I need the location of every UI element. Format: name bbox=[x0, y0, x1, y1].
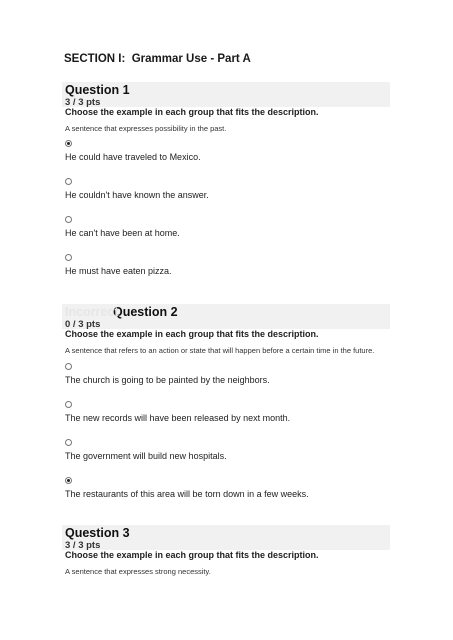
question-header bbox=[62, 525, 390, 550]
question-points: 3 / 3 pts bbox=[65, 97, 101, 108]
question-description: A sentence that expresses possibility in the past. bbox=[65, 124, 227, 133]
question-title: Question 1 bbox=[65, 83, 130, 97]
question-points: 3 / 3 pts bbox=[65, 540, 101, 551]
answer-option-text: He couldn't have known the answer. bbox=[65, 190, 209, 200]
answer-option[interactable] bbox=[62, 477, 309, 500]
question-description: A sentence that refers to an action or state that will happen before a certain time in the future. bbox=[65, 346, 375, 355]
radio-selected-icon[interactable] bbox=[65, 477, 72, 484]
radio-icon[interactable] bbox=[65, 178, 72, 185]
question-2 bbox=[62, 304, 390, 499]
answer-option-text: The church is going to be painted by the neighbors. bbox=[65, 375, 270, 385]
radio-icon[interactable] bbox=[65, 439, 72, 446]
answer-option[interactable] bbox=[62, 216, 180, 239]
question-points: 0 / 3 pts bbox=[65, 319, 101, 330]
answer-option[interactable] bbox=[62, 439, 227, 462]
answer-option-text: The restaurants of this area will be torn down in a few weeks. bbox=[65, 489, 309, 499]
question-3 bbox=[62, 525, 390, 576]
radio-icon[interactable] bbox=[65, 254, 72, 261]
radio-icon[interactable] bbox=[65, 363, 72, 370]
answer-option-text: He must have eaten pizza. bbox=[65, 266, 172, 276]
question-1 bbox=[62, 82, 390, 276]
answer-option[interactable] bbox=[62, 363, 270, 386]
answer-option-text: The new records will have been released by next month. bbox=[65, 413, 291, 423]
section-title: SECTION I: Grammar Use - Part A bbox=[64, 53, 251, 65]
question-stem: Choose the example in each group that fits the description. bbox=[65, 550, 319, 560]
question-stem: Choose the example in each group that fits the description. bbox=[65, 329, 319, 339]
question-title: Question 3 bbox=[65, 526, 130, 540]
radio-selected-icon[interactable] bbox=[65, 140, 72, 147]
answer-option-text: The government will build new hospitals. bbox=[65, 451, 227, 461]
question-header bbox=[62, 82, 390, 107]
answer-option[interactable] bbox=[62, 178, 209, 201]
result-label: Incorrect bbox=[65, 305, 119, 319]
question-stem: Choose the example in each group that fits the description. bbox=[65, 107, 319, 117]
answer-option-text: He could have traveled to Mexico. bbox=[65, 152, 201, 162]
answer-option[interactable] bbox=[62, 401, 290, 424]
answer-option[interactable] bbox=[62, 254, 172, 277]
question-title: Question 2 bbox=[113, 305, 178, 319]
question-description: A sentence that expresses strong necessity. bbox=[65, 567, 211, 576]
answer-option[interactable] bbox=[62, 140, 201, 163]
radio-icon[interactable] bbox=[65, 401, 72, 408]
question-header bbox=[62, 304, 390, 329]
answer-option-text: He can't have been at home. bbox=[65, 228, 180, 238]
radio-icon[interactable] bbox=[65, 216, 72, 223]
